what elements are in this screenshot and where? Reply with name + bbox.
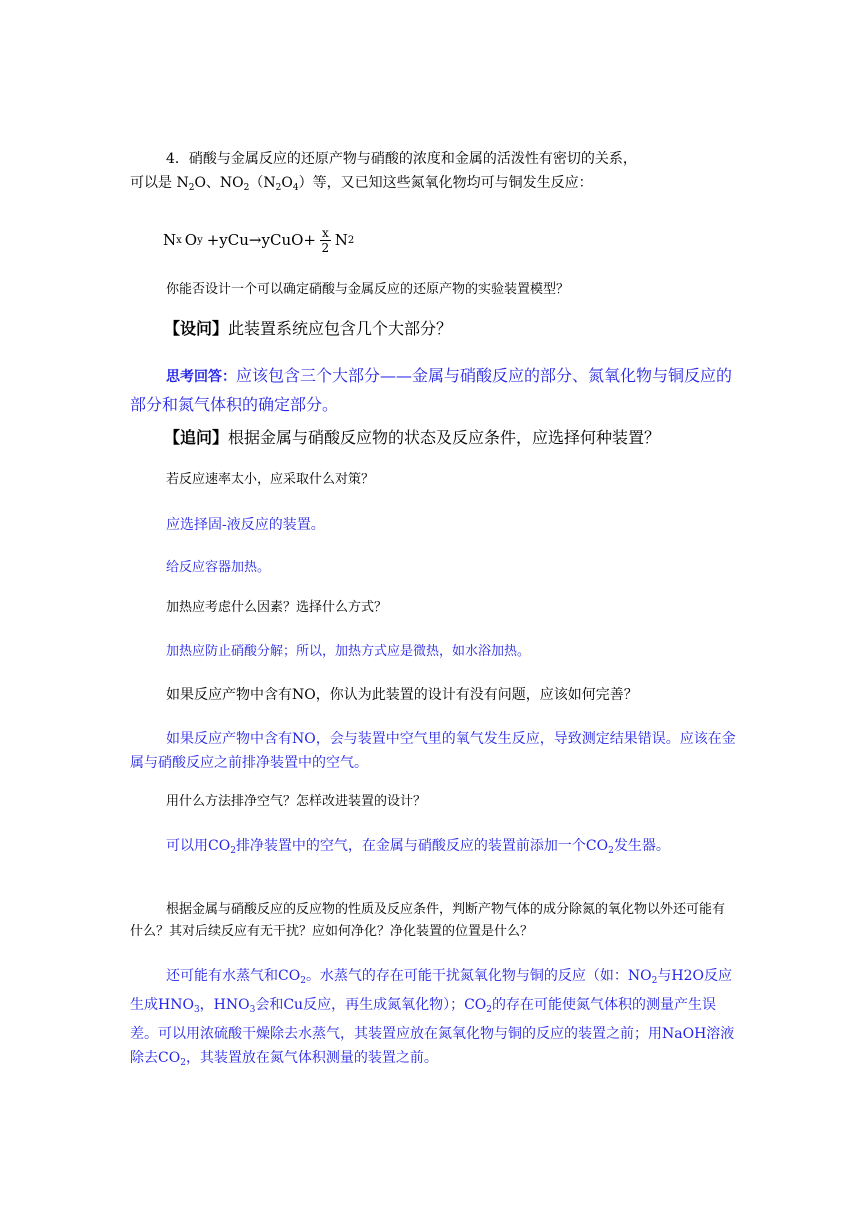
heat-method-answer: 加热应防止硝酸分解；所以，加热方式应是微热，如水浴加热。 [166, 644, 531, 659]
answer-1 [130, 362, 736, 418]
no-question: 如果反应产物中含有NO，你认为此装置的设计有没有问题，应该如何完善？ [166, 687, 638, 703]
set-question-text: 此装置系统应包含几个大部分？ [228, 319, 453, 338]
follow-question-tag: 【追问】 [164, 428, 229, 447]
rate-question: 若反应速率太小，应采取什么对策？ [166, 472, 375, 487]
fraction-x-over-2: $\frac{x}{2}$ [321, 225, 330, 255]
heat-question: 加热应考虑什么因素？选择什么方式？ [166, 600, 388, 615]
reaction-arrow: → [248, 231, 262, 249]
answer-1-text: 应该包含三个大部分——金属与硝酸反应的部分、氮氧化物与铜反应的部分和氮气体积的确定部分。 [130, 366, 733, 414]
reaction-formula: N x O y +yCu → yCuO+ $\frac{x}{2}$ N 2 [163, 225, 355, 255]
no-answer: 如果反应产物中含有NO，会与装置中空气里的氧气发生反应，导致测定结果错误。应该在金属与硝酸反应之前排净装置中的空气。 [130, 731, 736, 771]
question-4-line1: 4．硝酸与金属反应的还原产物与硝酸的浓度和金属的活泼性有密切的关系， [166, 151, 637, 167]
air-answer: 可以用$CO_2$排净装置中的空气，在金属与硝酸反应的装置前添加一个$CO_2$发生器。 [166, 838, 670, 856]
answer-1-label: 思考回答： [166, 369, 236, 385]
air-question: 用什么方法排净空气？怎样改进装置的设计？ [166, 794, 427, 809]
heat-answer: 给反应容器加热。 [166, 560, 271, 575]
other-gas-answer: 还可能有水蒸气和$CO_2$。水蒸气的存在可能干扰氮氧化物与铜的反应（如：$NO_2$与H2O反应生成$HNO_3$，$HNO_3$会和Cu反应，再生成氮氧化物）；$CO_2$的存在可能使氮气体积的测量产生误差。可以用浓硫酸干燥除去水蒸气，其装置应放在氮氧化物与铜的反应的装置之前；用NaOH溶液除去$CO_2$，其装置放在氮气体积测量的装置之前。 [130, 968, 735, 1068]
other-gas-question: 根据金属与硝酸反应的反应物的性质及反应条件，判断产物气体的成分除氮的氧化物以外还可能有什么？其对后续反应有无干扰？应如何净化？净化装置的位置是什么？ [130, 902, 726, 939]
design-prompt: 你能否设计一个可以确定硝酸与金属反应的还原产物的实验装置模型？ [166, 282, 570, 297]
question-4-line2: 可以是 $N_2O$、$NO_2(N_2O_4)$等，又已知这些氮氧化物均可与铜发生反应： [130, 175, 593, 193]
question-4 [130, 147, 736, 200]
follow-question [130, 424, 736, 451]
set-question [130, 315, 736, 342]
set-question-tag: 【设问】 [164, 319, 229, 338]
follow-question-text: 根据金属与硝酸反应物的状态及反应条件，应选择何种装置？ [228, 428, 661, 447]
solid-liquid-answer: 应选择固-液反应的装置。 [166, 517, 325, 533]
